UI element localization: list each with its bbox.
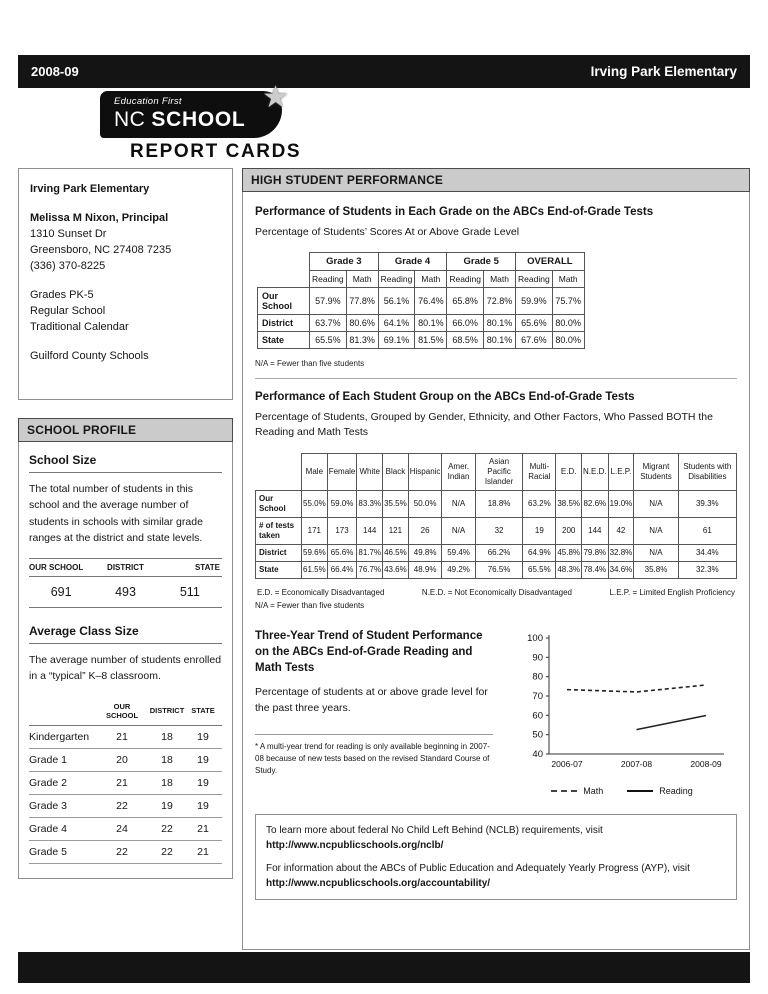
cell: 21: [197, 845, 209, 858]
cell: 66.0%: [447, 315, 484, 332]
column-subheader: Math: [346, 271, 378, 288]
row-label: # of tests taken: [256, 517, 302, 544]
row-label: Grade 4: [29, 822, 67, 835]
table-row: [258, 253, 585, 271]
column-header: Female: [327, 453, 357, 490]
logo-swoosh: [100, 81, 289, 138]
column-header: N.E.D.: [582, 453, 609, 490]
cell: 80.1%: [484, 315, 516, 332]
cell: 77.8%: [346, 288, 378, 315]
trend-section: [255, 628, 737, 796]
column-header: OUR SCHOOL: [105, 701, 139, 720]
column-header: STATE: [191, 706, 215, 716]
cell: 19: [197, 753, 209, 766]
cell: 22: [116, 845, 128, 858]
table-row: [258, 271, 585, 288]
cell: 81.5%: [415, 332, 447, 349]
trend-footnote: * A multi-year trend for reading is only available beginning in 2007-08 because of new tests based on the revised Standard Course of Study.: [255, 734, 493, 777]
school-name-header: Irving Park Elementary: [590, 64, 737, 79]
row-label: District: [256, 544, 302, 561]
cell: 22: [116, 799, 128, 812]
cell: 81.3%: [346, 332, 378, 349]
cell: 48.3%: [556, 561, 582, 578]
high-performance-section: [242, 192, 750, 950]
school-district: Guilford County Schools: [30, 349, 149, 362]
abcs-text: For information about the ABCs of Public Education and Adequately Yearly Progress (AYP), visit: [266, 862, 690, 874]
column-subheader: Math: [552, 271, 584, 288]
grade-table-footnote: N/A = Fewer than five students: [255, 359, 365, 369]
school-size-description: The total number of students in this school and the average number of students in schools with similar grade ranges at the district and state levels.: [29, 483, 203, 544]
cell: 61: [678, 517, 736, 544]
high-performance-header: HIGH STUDENT PERFORMANCE: [242, 168, 750, 192]
table-row: [29, 841, 222, 864]
school-profile-section: [18, 442, 233, 879]
table-row: [29, 749, 222, 772]
cell: 65.6%: [516, 315, 553, 332]
cell: 65.5%: [523, 561, 556, 578]
svg-text:50: 50: [531, 729, 543, 741]
trend-text: [255, 628, 493, 796]
cell: 63.7%: [310, 315, 347, 332]
cell: 67.6%: [516, 332, 553, 349]
class-size-description: The average number of students enrolled in a “typical” K–8 classroom.: [29, 654, 222, 683]
cell: 59.4%: [442, 544, 475, 561]
column-header: E.D.: [556, 453, 582, 490]
svg-text:90: 90: [531, 651, 543, 663]
cell: 18: [161, 776, 173, 789]
cell: 59.6%: [302, 544, 328, 561]
cell: 64.1%: [378, 315, 415, 332]
cell: 80.0%: [552, 315, 584, 332]
cell: 56.1%: [378, 288, 415, 315]
cell: 43.6%: [383, 561, 409, 578]
cell: 65.5%: [310, 332, 347, 349]
cell: 80.1%: [484, 332, 516, 349]
grade-performance-table: [257, 252, 585, 349]
row-label: Our School: [258, 288, 310, 315]
group-table-footnote: N/A = Fewer than five students: [255, 600, 365, 610]
table-row: [29, 818, 222, 841]
table-row: [256, 561, 737, 578]
class-size-table-header: [29, 697, 222, 726]
school-calendar: Traditional Calendar: [30, 320, 129, 333]
column-subheader: Reading: [310, 271, 347, 288]
school-type: Regular School: [30, 304, 106, 317]
column-subheader: Reading: [378, 271, 415, 288]
cell: 66.2%: [475, 544, 523, 561]
column-subheader: Reading: [447, 271, 484, 288]
cell: 69.1%: [378, 332, 415, 349]
cell: 18: [161, 730, 173, 743]
school-year-label: 2008-09: [31, 64, 79, 79]
nclb-info-box: [255, 814, 737, 900]
cell: 82.6%: [582, 490, 609, 517]
class-size-title: Average Class Size: [29, 624, 222, 644]
cell: 61.5%: [302, 561, 328, 578]
svg-text:2008-09: 2008-09: [689, 758, 722, 769]
nclb-link[interactable]: http://www.ncpublicschools.org/nclb/: [266, 839, 444, 851]
school-size-table-header: [29, 558, 222, 577]
cell: 76.5%: [475, 561, 523, 578]
page-content: [18, 168, 750, 950]
trend-chart-area: [507, 628, 737, 796]
svg-text:40: 40: [531, 748, 543, 760]
logo-school: SCHOOL: [151, 108, 246, 131]
cell: 21: [116, 776, 128, 789]
nc-school-report-cards-logo: [100, 81, 330, 163]
column-header: White: [357, 453, 383, 490]
cell: 121: [383, 517, 409, 544]
cell: 59.0%: [327, 490, 357, 517]
row-label: District: [258, 315, 310, 332]
trend-chart: [515, 628, 730, 778]
cell: 18.8%: [475, 490, 523, 517]
cell: 200: [556, 517, 582, 544]
school-profile-header: SCHOOL PROFILE: [18, 418, 233, 442]
cell: 78.4%: [582, 561, 609, 578]
group-performance-table: [255, 453, 737, 579]
trend-description: Percentage of students at or above grade level for the past three years.: [255, 685, 488, 714]
accountability-link[interactable]: http://www.ncpublicschools.org/accountability/: [266, 877, 491, 889]
cell: 63.2%: [523, 490, 556, 517]
legend-item: E.D. = Economically Disadvantaged: [257, 587, 385, 597]
school-grades: Grades PK-5: [30, 288, 94, 301]
cell: 21: [197, 822, 209, 835]
cell: 48.9%: [408, 561, 442, 578]
cell: 75.7%: [552, 288, 584, 315]
cell: 50.0%: [408, 490, 442, 517]
column-header: Asian Pacific Islander: [475, 453, 523, 490]
column-header: L.E.P.: [608, 453, 634, 490]
legend-label: Math: [583, 785, 604, 796]
logo-nc: NC: [114, 108, 146, 131]
left-column: [18, 168, 233, 879]
table-row: [256, 544, 737, 561]
table-row: [256, 453, 737, 490]
column-subheader: Math: [484, 271, 516, 288]
column-header: OUR SCHOOL: [29, 563, 84, 573]
cell: 144: [357, 517, 383, 544]
math-line-icon: [551, 790, 577, 792]
legend-label: Reading: [659, 785, 693, 796]
row-label: Grade 2: [29, 776, 67, 789]
cell: N/A: [634, 544, 678, 561]
school-address: 1310 Sunset Dr: [30, 227, 107, 240]
column-header: DISTRICT: [149, 706, 185, 716]
cell: 64.9%: [523, 544, 556, 561]
column-header: Multi- Racial: [523, 453, 556, 490]
column-header: Students with Disabilities: [678, 453, 736, 490]
cell: 66.4%: [327, 561, 357, 578]
column-header: Amer. Indian: [442, 453, 475, 490]
cell: 49.8%: [408, 544, 442, 561]
cell: 19.0%: [608, 490, 634, 517]
row-label: State: [258, 332, 310, 349]
legend-item-reading: [627, 786, 693, 796]
cell: 80.1%: [415, 315, 447, 332]
cell: 46.5%: [383, 544, 409, 561]
group-table-subtitle: Percentage of Students, Grouped by Gender, Ethnicity, and Other Factors, Who Passed BOTH the Reading and Math Tests: [255, 411, 713, 439]
cell: 35.5%: [383, 490, 409, 517]
cell: 81.7%: [357, 544, 383, 561]
cell: N/A: [634, 490, 678, 517]
cell: 68.5%: [447, 332, 484, 349]
table-row: [258, 315, 585, 332]
cell: 22: [161, 822, 173, 835]
cell: 691: [50, 585, 72, 600]
cell: 19: [197, 799, 209, 812]
cell: 493: [115, 585, 136, 600]
cell: 171: [302, 517, 328, 544]
svg-text:100: 100: [526, 632, 543, 644]
cell: 76.4%: [415, 288, 447, 315]
cell: 80.0%: [552, 332, 584, 349]
cell: N/A: [442, 517, 475, 544]
group-table-title: Performance of Each Student Group on the ABCs End-of-Grade Tests: [255, 391, 635, 404]
cell: 19: [523, 517, 556, 544]
row-label: Our School: [256, 490, 302, 517]
chart-legend: [551, 786, 693, 796]
right-column: [242, 168, 750, 950]
column-header: OVERALL: [516, 253, 585, 271]
column-header: Black: [383, 453, 409, 490]
legend-item-math: [551, 786, 603, 796]
cell: 39.3%: [678, 490, 736, 517]
cell: 34.4%: [678, 544, 736, 561]
cell: 19: [197, 776, 209, 789]
legend-item: L.E.P. = Limited English Proficiency: [609, 587, 735, 597]
cell: 22: [161, 845, 173, 858]
cell: 76.7%: [357, 561, 383, 578]
svg-text:60: 60: [531, 709, 543, 721]
nclb-text: To learn more about federal No Child Left Behind (NCLB) requirements, visit: [266, 824, 603, 836]
cell: 57.9%: [310, 288, 347, 315]
cell: 80.6%: [346, 315, 378, 332]
cell: 45.8%: [556, 544, 582, 561]
column-header: Hispanic: [408, 453, 442, 490]
trend-title: Three-Year Trend of Student Performance on the ABCs End-of-Grade Reading and Math Tests: [255, 629, 483, 674]
cell: 72.8%: [484, 288, 516, 315]
svg-text:2006-07: 2006-07: [550, 758, 583, 769]
cell: 21: [116, 730, 128, 743]
svg-text:70: 70: [531, 690, 543, 702]
column-header: Migrant Students: [634, 453, 678, 490]
table-row: [29, 795, 222, 818]
row-label: Grade 1: [29, 753, 67, 766]
column-header: Male: [302, 453, 328, 490]
cell: 173: [327, 517, 357, 544]
star-icon: ★: [262, 81, 289, 114]
table-row: [256, 490, 737, 517]
column-subheader: Math: [415, 271, 447, 288]
class-size-table: [29, 697, 222, 864]
divider: [255, 378, 737, 379]
cell: 32.8%: [608, 544, 634, 561]
row-label: Grade 3: [29, 799, 67, 812]
grade-table-subtitle: Percentage of Students’ Scores At or Above Grade Level: [255, 226, 520, 238]
school-city: Greensboro, NC 27408 7235: [30, 243, 172, 256]
cell: N/A: [442, 490, 475, 517]
cell: 34.6%: [608, 561, 634, 578]
cell: 19: [197, 730, 209, 743]
column-header: DISTRICT: [107, 563, 144, 573]
column-header: Grade 5: [447, 253, 516, 271]
cell: 20: [116, 753, 128, 766]
cell: 26: [408, 517, 442, 544]
cell: 59.9%: [516, 288, 553, 315]
school-size-values: [29, 577, 222, 608]
cell: 19: [161, 799, 173, 812]
footer-bar: [18, 952, 750, 983]
cell: N/A: [634, 517, 678, 544]
legend-item: N.E.D. = Not Economically Disadvantaged: [421, 587, 572, 597]
cell: 38.5%: [556, 490, 582, 517]
logo-tagline: Education First: [114, 96, 182, 107]
cell: 18: [161, 753, 173, 766]
logo-report-cards: REPORT CARDS: [130, 141, 302, 162]
abbreviation-legend: [257, 588, 735, 597]
cell: 144: [582, 517, 609, 544]
cell: 55.0%: [302, 490, 328, 517]
principal-name: Melissa M Nixon, Principal: [30, 211, 169, 224]
cell: 79.8%: [582, 544, 609, 561]
logo-title: [114, 108, 270, 132]
cell: 42: [608, 517, 634, 544]
row-label: Grade 5: [29, 845, 67, 858]
cell: 49.2%: [442, 561, 475, 578]
svg-text:2007-08: 2007-08: [620, 758, 652, 769]
column-header: Grade 3: [310, 253, 379, 271]
column-header: STATE: [194, 563, 220, 573]
school-phone: (336) 370-8225: [30, 259, 106, 272]
school-size-title: School Size: [29, 453, 222, 473]
cell: 35.8%: [634, 561, 678, 578]
cell: 65.6%: [327, 544, 357, 561]
reading-line-icon: [627, 790, 653, 792]
cell: 32: [475, 517, 523, 544]
table-row: [29, 726, 222, 749]
row-label: State: [256, 561, 302, 578]
school-name: Irving Park Elementary: [30, 183, 150, 195]
table-row: [258, 332, 585, 349]
column-header: Grade 4: [378, 253, 447, 271]
grade-table-title: Performance of Students in Each Grade on the ABCs End-of-Grade Tests: [255, 206, 654, 218]
cell: 83.3%: [357, 490, 383, 517]
school-info-card: [18, 168, 233, 400]
column-subheader: Reading: [516, 271, 553, 288]
cell: 24: [116, 822, 128, 835]
svg-text:80: 80: [531, 671, 543, 683]
row-label: Kindergarten: [29, 730, 90, 743]
table-row: [29, 772, 222, 795]
cell: 65.8%: [447, 288, 484, 315]
cell: 32.3%: [678, 561, 736, 578]
table-row: [258, 288, 585, 315]
cell: 511: [179, 585, 200, 600]
table-row: [256, 517, 737, 544]
header-bar: [18, 55, 750, 88]
